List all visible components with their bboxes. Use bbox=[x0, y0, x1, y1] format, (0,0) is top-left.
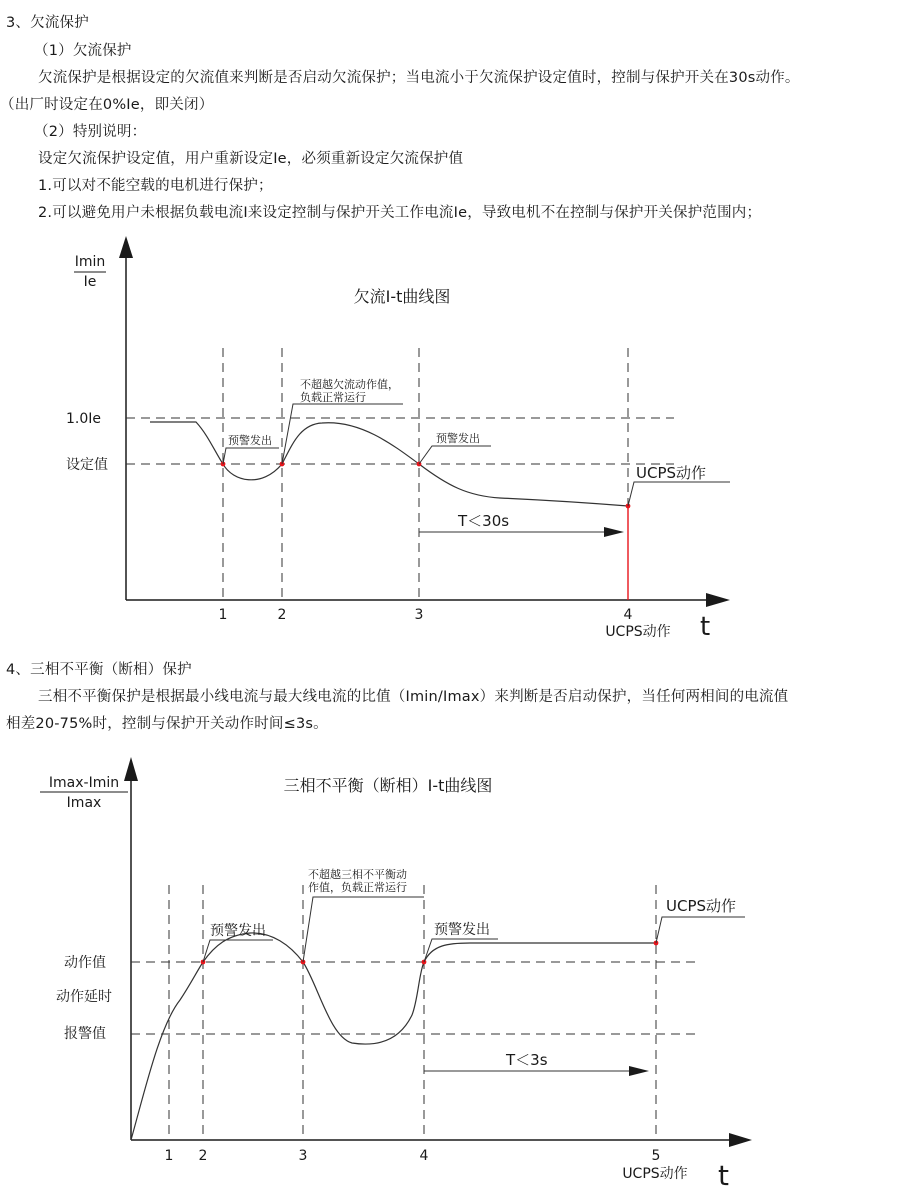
ann-normal-l2: 负载正常运行 bbox=[300, 391, 366, 404]
x-tick-2: 2 bbox=[198, 1148, 208, 1164]
ann-warn-2: 预警发出 bbox=[436, 432, 480, 445]
ann-ucps: UCPS动作 bbox=[636, 464, 707, 482]
x-tick-4: 4 bbox=[623, 607, 633, 623]
y-tick-setting: 设定值 bbox=[66, 457, 108, 473]
chart2-title: 三相不平衡（断相）I-t曲线图 bbox=[283, 776, 493, 795]
y-label-den: Ie bbox=[83, 274, 97, 290]
y-tick-alarm-value: 报警值 bbox=[64, 1026, 106, 1042]
section3-para2: 设定欠流保护设定值，用户重新设定Ie，必须重新设定欠流保护值 bbox=[38, 151, 464, 167]
y-label-num: Imin bbox=[74, 254, 106, 270]
ann-normal-l1: 不超越三相不平衡动 bbox=[308, 868, 407, 881]
section4-para1: 三相不平衡保护是根据最小线电流与最大线电流的比值（Imin/Imax）来判断是否启动保护，当任何两相间的电流值 bbox=[38, 689, 789, 705]
y-tick-trip-value: 动作值 bbox=[64, 955, 106, 971]
x-tick-5: 5 bbox=[651, 1148, 661, 1164]
x-sub-label: UCPS动作 bbox=[605, 624, 671, 640]
x-tick-3: 3 bbox=[414, 607, 424, 623]
ann-warn-1: 预警发出 bbox=[210, 923, 266, 939]
section3-sub1: （1）欠流保护 bbox=[34, 43, 132, 59]
section3-para1: 欠流保护是根据设定的欠流值来判断是否启动欠流保护；当电流小于欠流保护设定值时，控制与保护开关在30s动作。 bbox=[38, 70, 800, 86]
x-tick-1: 1 bbox=[218, 607, 228, 623]
imbalance-chart bbox=[0, 745, 910, 1190]
section3-item1: 1.可以对不能空载的电机进行保护； bbox=[38, 178, 273, 194]
y-tick-1.0ie: 1.0Ie bbox=[66, 411, 102, 427]
ann-normal-l2: 作值，负载正常运行 bbox=[308, 881, 407, 894]
x-sub-label: UCPS动作 bbox=[622, 1166, 688, 1182]
ann-warn-1: 预警发出 bbox=[228, 434, 272, 447]
ann-normal-l1: 不超越欠流动作值， bbox=[300, 378, 399, 391]
t-axis-label: t bbox=[700, 612, 711, 642]
section4-heading: 4、三相不平衡（断相）保护 bbox=[6, 662, 192, 678]
ann-time: T＜30s bbox=[458, 512, 510, 530]
section3-sub2: （2）特别说明： bbox=[34, 124, 147, 140]
x-tick-2: 2 bbox=[277, 607, 287, 623]
undercurrent-chart bbox=[0, 230, 910, 640]
section3-item2: 2.可以避免用户未根据负载电流I来设定控制与保护开关工作电流Ie，导致电机不在控制与保护开关保护范围内； bbox=[38, 205, 762, 221]
x-tick-3: 3 bbox=[298, 1148, 308, 1164]
ann-ucps: UCPS动作 bbox=[666, 897, 737, 915]
t-axis-label: t bbox=[718, 1159, 729, 1192]
chart1-title: 欠流I-t曲线图 bbox=[353, 287, 451, 306]
section3-heading: 3、欠流保护 bbox=[6, 15, 89, 31]
x-tick-4: 4 bbox=[419, 1148, 429, 1164]
y-label-num: Imax-Imin bbox=[48, 775, 120, 791]
ann-time: T＜3s bbox=[506, 1051, 548, 1069]
y-label-den: Imax bbox=[66, 795, 102, 811]
section3-para1-cont: （出厂时设定在0%Ie，即关闭） bbox=[0, 97, 214, 113]
ann-warn-2: 预警发出 bbox=[434, 922, 490, 938]
section4-para1-cont: 相差20-75%时，控制与保护开关动作时间≤3s。 bbox=[6, 716, 328, 732]
y-tick-trip-delay: 动作延时 bbox=[56, 989, 112, 1005]
x-tick-1: 1 bbox=[164, 1148, 174, 1164]
imbalance-curve bbox=[131, 933, 656, 1140]
